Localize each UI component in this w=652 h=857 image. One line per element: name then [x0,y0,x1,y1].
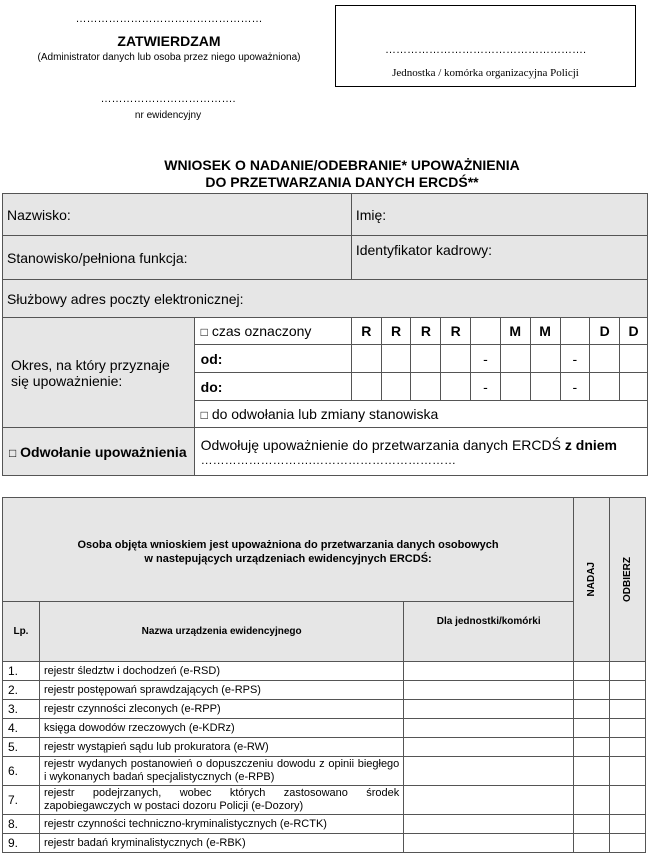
row-number: 3. [3,700,40,719]
row-number: 9. [3,834,40,853]
row-number: 1. [3,662,40,681]
unit-cell[interactable] [404,815,574,834]
row-number: 4. [3,719,40,738]
registry-heading-line-1: Osoba objęta wnioskiem jest upoważniona do przetwarzania danych osobowych [77,538,499,551]
table-row [3,681,646,700]
firstname-label: Imię: [355,206,387,223]
period-label-line-2: się upoważnienie: [11,372,123,389]
registry-name: rejestr postępowań sprawdzających (e-RPS) [39,681,403,700]
unit-cell[interactable] [404,738,574,757]
table-row [3,757,646,786]
unit-label: Jednostka / komórka organizacyjna Policji [392,67,579,79]
surname-field[interactable] [3,194,352,236]
date-letter-r3: R [411,318,441,345]
grant-cell[interactable] [574,815,610,834]
table-row [3,815,646,834]
to-date-cell[interactable] [620,373,648,401]
to-date-cell[interactable] [411,373,441,401]
date-letter-m2: M [530,318,560,345]
table-row [3,700,646,719]
revoke-column-label: ODBIERZ [622,557,634,602]
registry-name: rejestr wydanych postanowień o dopuszczeniu dowodu z opinii biegłego i wykonanych badań specjalistycznych (e-RPB) [39,757,403,786]
date-letter-sep2 [560,318,590,345]
revoke-column-header [610,498,646,662]
authorization-form [2,193,648,476]
to-date-cell[interactable] [381,373,411,401]
document-title [0,157,652,191]
firstname-field[interactable] [351,194,647,236]
position-label: Stanowisko/pełniona funkcja: [7,249,188,266]
revoke-statement-cell [194,428,647,476]
from-date-cell[interactable] [530,345,560,373]
registry-heading-line-2: w nastepujących urządzeniach ewidencyjnych ERCDŚ: [144,552,432,565]
to-date-dash: - [560,373,590,401]
position-field[interactable] [3,236,352,280]
unit-cell[interactable] [404,681,574,700]
grant-cell[interactable] [574,738,610,757]
revoke-date-dots[interactable]: ……………………….……………………………… [200,452,457,467]
from-label: od: [194,345,351,373]
fixed-time-label: czas oznaczony [211,323,312,339]
from-date-cell[interactable] [500,345,530,373]
email-field[interactable] [3,280,648,318]
from-date-dash: - [560,345,590,373]
staff-id-field[interactable] [351,236,647,280]
unit-cell[interactable] [404,700,574,719]
table-row [3,786,646,815]
row-number: 2. [3,681,40,700]
revoke-cell[interactable] [610,786,646,815]
title-line-2: DO PRZETWARZANIA DANYCH ERCDŚ** [205,174,479,190]
registry-table [2,497,646,853]
grant-cell[interactable] [574,786,610,815]
approval-subtitle: (Administrator danych lub osoba przez niego upoważniona) [37,52,301,63]
from-date-cell[interactable] [411,345,441,373]
from-date-dash: - [471,345,501,373]
from-date-cell[interactable] [590,345,620,373]
date-letter-sep1 [471,318,501,345]
organizational-unit-box [335,5,636,87]
registry-name: rejestr czynności techniczno-kryminalistycznych (e-RCTK) [39,815,403,834]
table-row [3,719,646,738]
revoke-date-label: z dniem [564,436,617,453]
grant-cell[interactable] [574,757,610,786]
unit-cell[interactable] [404,834,574,853]
title-line-1: WNIOSEK O NADANIE/ODEBRANIE* UPOWAŻNIENIA [164,157,520,173]
until-change-option[interactable] [194,401,647,428]
to-date-dash: - [471,373,501,401]
revoke-text: Odwołuję upoważnienie do przetwarzania danych ERCDŚ [200,436,561,453]
registry-heading [3,498,574,602]
unit-column-header: Dla jednostki/komórki [404,602,574,662]
registry-name: rejestr wystąpień sądu lub prokuratora (e-RW) [39,738,403,757]
date-letter-r4: R [441,318,471,345]
from-date-cell[interactable] [351,345,381,373]
date-letter-r2: R [381,318,411,345]
registry-name: rejestr badań kryminalistycznych (e-RBK) [39,834,403,853]
grant-cell[interactable] [574,719,610,738]
name-column-header: Nazwa urządzenia ewidencyjnego [39,602,403,662]
revoke-cell[interactable] [610,662,646,681]
unit-cell[interactable] [404,662,574,681]
staff-id-label: Identyfikator kadrowy: [355,242,493,258]
row-number: 8. [3,815,40,834]
from-date-cell[interactable] [620,345,648,373]
date-letter-r1: R [351,318,381,345]
row-number: 6. [3,757,40,786]
grant-column-label: NADAJ [586,562,598,597]
revoke-cell[interactable] [610,700,646,719]
revoke-cell[interactable] [610,834,646,853]
registry-number-dots: ………………………………. [100,93,236,105]
table-row [3,662,646,681]
revoke-cell[interactable] [610,757,646,786]
fixed-time-checkbox[interactable]: □ [200,325,208,339]
grant-column-header [574,498,610,662]
date-letter-d1: D [590,318,620,345]
unit-cell[interactable] [404,786,574,815]
unit-cell[interactable] [404,757,574,786]
row-number: 5. [3,738,40,757]
from-date-cell[interactable] [381,345,411,373]
registry-name: rejestr czynności zleconych (e-RPP) [39,700,403,719]
table-row [3,834,646,853]
registry-name: rejestr śledztw i dochodzeń (e-RSD) [39,662,403,681]
to-date-cell[interactable] [441,373,471,401]
grant-cell[interactable] [574,834,610,853]
lp-column-header: Lp. [3,602,40,662]
date-letter-m1: M [500,318,530,345]
revoke-option[interactable] [3,428,195,476]
revoke-checkbox[interactable]: □ [9,445,17,460]
approval-heading: ZATWIERDZAM [117,33,221,49]
registry-number-label: nr ewidencyjny [134,110,202,121]
to-date-cell[interactable] [530,373,560,401]
grant-cell[interactable] [574,681,610,700]
table-row [3,738,646,757]
grant-cell[interactable] [574,700,610,719]
to-label: do: [194,373,351,401]
until-change-label: do odwołania lub zmiany stanowiska [211,406,439,422]
revoke-cell[interactable] [610,719,646,738]
row-number: 7. [3,786,40,815]
from-date-cell[interactable] [441,345,471,373]
grant-cell[interactable] [574,662,610,681]
revoke-cell[interactable] [610,738,646,757]
surname-label: Nazwisko: [7,206,71,223]
until-change-checkbox[interactable]: □ [200,408,208,422]
revoke-label: Odwołanie upoważnienia [20,443,187,460]
date-letter-d2: D [620,318,648,345]
to-date-cell[interactable] [351,373,381,401]
to-date-cell[interactable] [500,373,530,401]
fixed-time-option[interactable] [194,318,351,345]
period-label-line-1: Okres, na który przyznaje [11,356,170,373]
unit-dots: ………………………………………………. [384,44,587,56]
registry-name: księga dowodów rzeczowych (e-KDRz) [39,719,403,738]
approval-signature-dots: …………………………………………… [75,13,263,25]
revoke-cell[interactable] [610,815,646,834]
revoke-cell[interactable] [610,681,646,700]
email-label: Służbowy adres poczty elektronicznej: [7,290,244,307]
registry-name: rejestr podejrzanych, wobec których zastosowano środek zapobiegawczych w postaci dozoru Policji (e-Dozory) [39,786,403,815]
unit-cell[interactable] [404,719,574,738]
to-date-cell[interactable] [590,373,620,401]
period-label-cell [3,318,195,428]
